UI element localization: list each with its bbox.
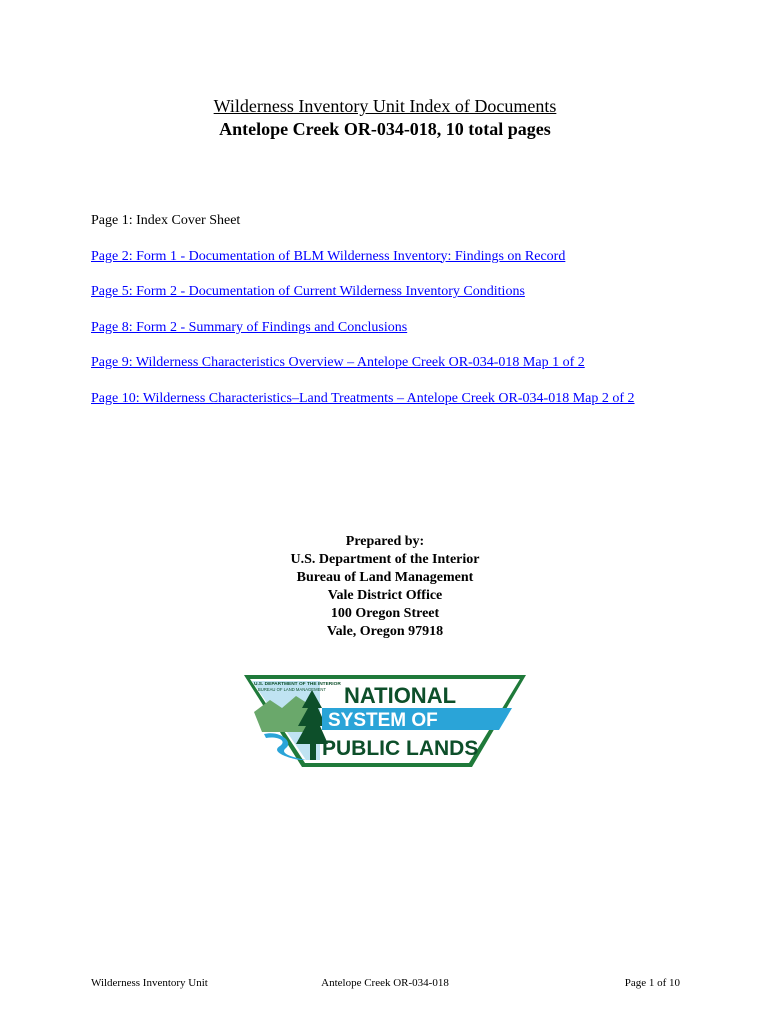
index-item [91,354,751,372]
logo-public-lands-text: PUBLIC LANDS [322,737,479,760]
prepared-by-line: Vale, Oregon 97918 [326,624,444,639]
footer-page-number: Page 1 of 10 [624,977,680,989]
prepared-by-line: Bureau of Land Management [296,570,474,585]
index-link-map-2[interactable]: Page 10: Wilderness Characteristics–Land Treatments – Antelope Creek OR-034-018 Map 2 of 2 [91,390,635,406]
index-item [91,248,751,266]
document-title-block [0,95,770,141]
footer-left: Wilderness Inventory Unit [91,977,208,989]
index-item [91,319,751,337]
national-system-of-public-lands-logo [240,672,530,770]
document-title: Wilderness Inventory Unit Index of Documents [213,96,557,116]
logo-national-text: NATIONAL [344,683,457,708]
logo-badge-text-2: BUREAU OF LAND MANAGEMENT [258,687,326,692]
prepared-by-block [0,533,770,641]
prepared-by-line: U.S. Department of the Interior [290,552,480,567]
index-link-map-1[interactable]: Page 9: Wilderness Characteristics Overview – Antelope Creek OR-034-018 Map 1 of 2 [91,355,585,371]
index-link-form1-findings[interactable]: Page 2: Form 1 - Documentation of BLM Wilderness Inventory: Findings on Record [91,248,566,264]
logo-badge-text-1: U.S. DEPARTMENT OF THE INTERIOR [254,682,341,687]
index-item-cover-sheet: Page 1: Index Cover Sheet [91,213,241,228]
index-item [91,212,751,230]
document-subtitle: Antelope Creek OR-034-018, 10 total pages [219,119,551,139]
prepared-by-heading: Prepared by: [345,534,425,549]
page-index-list [91,212,751,426]
footer-center: Antelope Creek OR-034-018 [321,977,449,989]
prepared-by-line: 100 Oregon Street [330,606,440,621]
index-item [91,390,751,408]
index-item [91,283,751,301]
prepared-by-line: Vale District Office [327,588,443,603]
index-link-form2-summary[interactable]: Page 8: Form 2 - Summary of Findings and Conclusions [91,319,408,335]
index-link-form2-conditions[interactable]: Page 5: Form 2 - Documentation of Current Wilderness Inventory Conditions [91,284,525,300]
logo-system-of-text: SYSTEM OF [328,710,438,731]
